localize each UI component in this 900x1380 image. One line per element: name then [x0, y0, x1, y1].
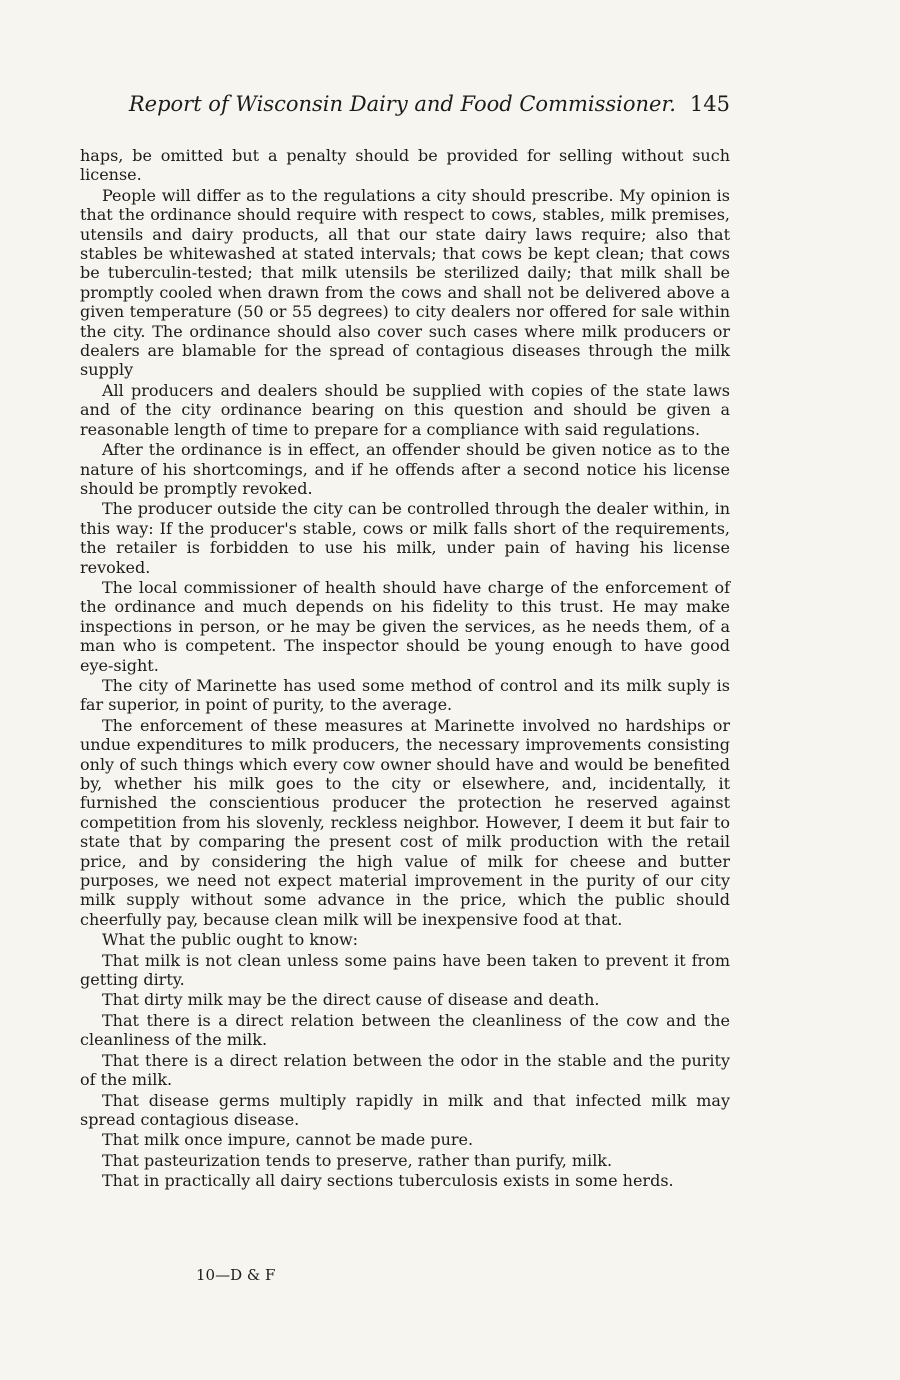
paragraph: The city of Marinette has used some method of control and its milk suply is far superior, in point of purity, to the average.: [80, 675, 730, 715]
paragraph: The producer outside the city can be controlled through the dealer within, in this way: If the producer's stable, cows or milk falls short of the requirements, the retailer is forbidden to use his milk, under pain of having his license revoked.: [80, 499, 730, 577]
list-item: That milk once impure, cannot be made pure.: [102, 1130, 474, 1150]
paragraph: haps, be omitted but a penalty should be provided for selling without such license.: [80, 146, 730, 185]
running-title: Report of Wisconsin Dairy and Food Commissioner.: [128, 92, 676, 116]
page-header: [80, 92, 730, 116]
paragraph: People will differ as to the regulations a city should prescribe. My opinion is that the ordinance should require with respect to cows, stables, milk premises, utensils and dairy products, all that our state dairy laws require; also that stables be whitewashed at stated intervals; that cows be kept clean; that cows be tuberculin-tested; that milk utensils be sterilized daily; that milk shall be promptly cooled when drawn from the cows and shall not be delivered above a given temperature (50 or 55 degrees) to city dealers nor offered for sale within the city. The ordinance should also cover such cases where milk producers or dealers are blamable for the spread of contagious diseases through the milk supply: [80, 185, 730, 380]
list-item: That pasteurization tends to preserve, rather than purify, milk.: [102, 1150, 613, 1170]
paragraph: The local commissioner of health should have charge of the enforcement of the ordinance and much depends on his fidelity to this trust. He may make inspections in person, or he may be given the services, as he needs them, of a man who is competent. The inspector should be young enough to have good eye-sight.: [80, 577, 730, 675]
list-item: That in practically all dairy sections tuberculosis exists in some herds.: [102, 1171, 674, 1191]
list-item: That dirty milk may be the direct cause of disease and death.: [102, 990, 600, 1010]
list-heading: What the public ought to know:: [102, 930, 359, 950]
paragraph: After the ordinance is in effect, an offender should be given notice as to the nature of his shortcomings, and if he offends after a second notice his license should be promptly revoked.: [80, 440, 730, 498]
paragraph: The enforcement of these measures at Marinette involved no hardships or undue expenditures to milk producers, the necessary improvements consisting only of such things which every cow owner should have and would be benefited by, whether his milk goes to the city or elsewhere, and, incidentally, it furnished the conscientious producer the protection he reserved against competition from his slovenly, reckless neighbor. However, I deem it but fair to state that by comparing the present cost of milk production with the retail price, and by considering the high value of milk for cheese and butter purposes, we need not expect material improvement in the purity of our city milk supply without some advance in the price, which the public should cheerfully pay, because clean milk will be inexpensive food at that.: [80, 715, 730, 929]
list-item: That milk is not clean unless some pains have been taken to prevent it from getting dirty.: [80, 950, 730, 990]
list-item: That there is a direct relation between the odor in the stable and the purity of the milk.: [80, 1050, 730, 1090]
page-number: 145: [689, 92, 730, 116]
list-item: That there is a direct relation between the cleanliness of the cow and the cleanliness of the milk.: [80, 1010, 730, 1050]
body-text: [80, 146, 730, 1192]
paragraph: All producers and dealers should be supplied with copies of the state laws and of the city ordinance bearing on this question and should be given a reasonable length of time to prepare for a compliance with said regulations.: [80, 380, 730, 439]
list-item: That disease germs multiply rapidly in milk and that infected milk may spread contagious disease.: [80, 1090, 730, 1129]
signature-mark: 10—D & F: [196, 1266, 276, 1284]
